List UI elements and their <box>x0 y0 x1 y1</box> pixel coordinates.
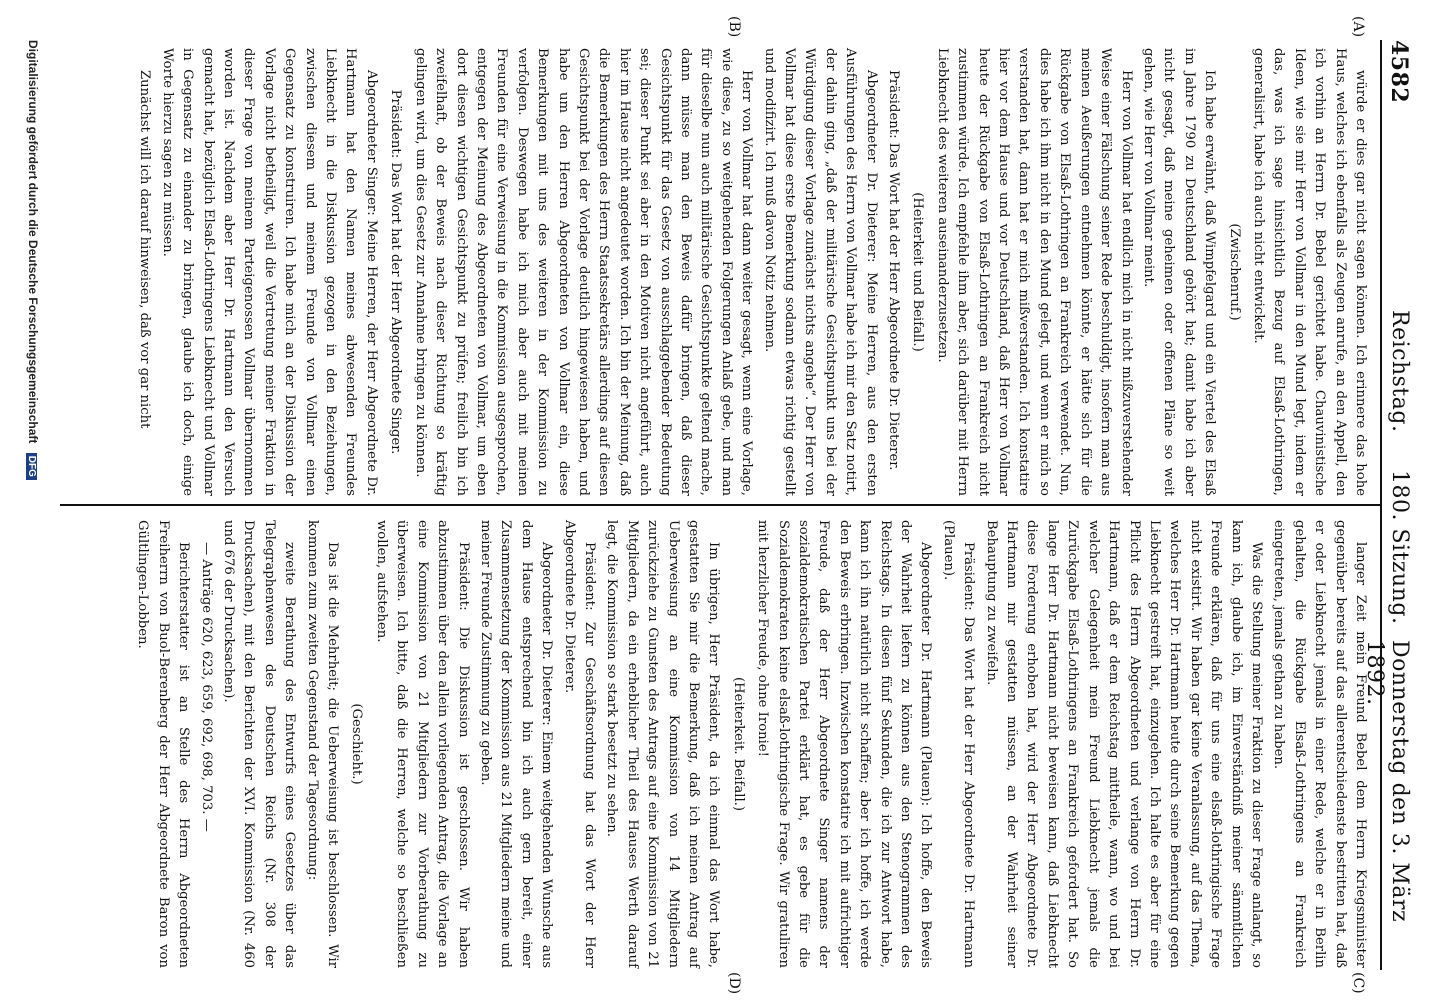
left-column <box>132 48 1370 496</box>
margin-letter-b: (B) <box>726 16 742 38</box>
paragraph: (Zwischenruf.) <box>1226 223 1242 321</box>
paragraph: Abgeordneter Dr. Dieterer: Meine Herren, aus den ersten Ausführungen des Herrn von Vollmar habe ich mir den Satz notirt, der dahin ging, „daß der militärische Gesichtspunkt uns bei der Würdigung dieser Vorlage zunächst nichts angehe“. Der Herr von Vollmar hat diese erste Bemerkung sodann etwas richtig gestellt und modifizirt. Ich muß davon Notiz nehmen. <box>761 48 879 496</box>
footer-text: Digitalisierung gefördert durch die Deutsche Forschungsgemeinschaft <box>26 40 40 444</box>
header-rule <box>1380 40 1382 970</box>
paragraph: — Anträge 620, 623, 659, 692, 698, 703. — <box>198 542 214 832</box>
paragraph: Abgeordneter Singer: Meine Herren, der Herr Abgeordnete Dr. Hartmann hat den Namen meines abwesenden Freundes Liebknecht in die Diskussion gezogen in den Beziehungen, zwischen diesem und meinem Freunde von Vollmar einen Gegensatz zu konstruiren. Ich habe mich an der Diskussion der Vorlage nicht betheiligt, weil die Vertretung meiner Fraktion in dieser Frage von meinem Parteigenossen Vollmar übernommen worden ist. Nachdem aber Herr Dr. Hartmann den Versuch gemacht hat, bezüglich Elsaß-Lothringens Liebknecht und Vollmar in Gegensatz zu einander zu bringen, glaube ich doch, einige Worte hierzu sagen zu müssen. <box>159 48 379 496</box>
paragraph: Abgeordneter Dr. Dieterer: Einem weitgehenden Wunsche aus dem Hause entsprechend bin ich auch gern bereit, einer Zusammensetzung der Kommission aus 21 Mitgliedern meine und meiner Freunde Zustimmung zu geben. <box>477 520 555 968</box>
paragraph: Berichterstatter ist an Stelle des Herrn Abgeordneten Freiherrn von Buol-Berenberg der Herr Abgeordnete Baron von Gültlingen-Lobben. <box>135 520 192 968</box>
paragraph: Präsident: Das Wort hat der Herr Abgeordnete Singer. <box>388 89 404 455</box>
paragraph: Präsident: Zur Geschäftsordnung hat das Wort der Herr Abgeordnete Dr. Dieterer. <box>561 520 597 968</box>
paragraph: Das ist die Mehrheit; die Ueberweisung ist beschlossen. Wir kommen zum zweiten Gegenstand der Tagesordnung: <box>304 520 341 968</box>
paragraph: zweite Berathung des Entwurfs eines Gesetzes über das Telegraphenwesen des Deutschen Reichs (Nr. 308 der Drucksachen), mit den Berichten der XVI. Kommission (Nr. 460 und 676 der Drucksachen). <box>221 520 298 968</box>
paragraph: Präsident: Das Wort hat der Herr Abgeordnete Dr. Dieterer. <box>886 70 902 471</box>
paragraph: (Geschieht.) <box>349 703 365 785</box>
paragraph: Präsident: Das Wort hat der Herr Abgeordnete Dr. Hartmann (Plauen). <box>940 520 977 968</box>
right-column <box>130 520 1370 968</box>
paragraph: (Heiterkeit. Beifall.) <box>730 677 746 811</box>
margin-letter-a: (A) <box>1350 16 1366 38</box>
dfg-logo: DFG <box>26 453 37 480</box>
session-label: 180. Sitzung. <box>1387 470 1412 625</box>
column-divider <box>60 504 1380 506</box>
paragraph: langer Zeit mein Freund Bebel dem Herrn Kriegsminister gegenüber bereits auf das allerentschiedenste bestritten hat, daß er oder Liebknecht jemals in einer Rede, welche er in Berlin gehalten, die Rückgabe Elsaß-Lothringens an Frankreich eingetreten, jemals gethan zu haben. <box>1271 520 1368 968</box>
paragraph: Herr von Vollmar hat endlich mich in nicht mißzuverstehender Weise einer Fälschung seiner Rede beschuldigt, insofern man aus meinen Aeußerungen entnehmen könnte, er hätte sich für die Rückgabe von Elsaß-Lothringen an Frankreich verwendet. Nun, dies habe ich ihm nicht in den Mund gelegt, und wenn er mich so verstanden hat, dann hat er mich mißverstanden. Ich konstatire hier vor dem Hause und vor Deutschland, daß Herr von Vollmar heute der Rückgabe von Elsaß-Lothringen an Frankreich nicht zustimmen würde. Ich empfehle ihm aber, sich darüber mit Herrn Liebknecht des weiteren auseinanderzusetzen. <box>934 48 1134 496</box>
paragraph: würde er dies gar nicht sagen können. Ich erinnere das hohe Haus, welches ich ebenfalls als Zeugen anrufe, an den Appell, den ich vorhin an Herrn Dr. Bebel gerichtet habe. Chauvinistische Ideen, wie sie mir Herr von Vollmar in den Mund legt, indem er das, was ich sage hinsichtlich Bezug auf Elsaß-Lothringen, generalisirt, habe ich auch nicht entwickelt. <box>1250 48 1368 496</box>
paragraph: (Heiterkeit und Beifall.) <box>910 192 926 352</box>
journal-title: Reichstag. <box>1387 310 1412 433</box>
paragraph: Präsident: Die Diskussion ist geschlossen. Wir haben abzustimmen über den allein vorliegenden Antrag, die Vorlage an eine Kommission von 21 Mitgliedern zur Vorberathung zu überweisen. Ich bitte, daß die Herren, welche so beschließen wollen, aufstehen. <box>373 520 471 968</box>
paragraph: Ich habe erwähnt, daß Wimpfelgard und ein Viertel des Elsaß im Jahre 1790 zu Deutschland gehört hat; damit habe ich aber nicht gesagt, daß meine geheimen oder offenen Pläne so weit gehen, wie Herr von Vollmar meint. <box>1140 48 1218 496</box>
paragraph: Im übrigen, Herr Präsident, da ich einmal das Wort habe, gestatten Sie mir die Bemerkung, daß ich meinen Antrag auf Ueberweisung an eine Kommission von 14 Mitgliedern zurückziehe zu Gunsten des Antrags auf eine Kommission von 21 Mitgliedern, da ein erheblicher Theil des Hauses Werth darauf legt, die Kommission so stark besetzt zu sehen. <box>604 520 722 968</box>
paragraph: Herr von Vollmar hat dann weiter gesagt, wenn eine Vorlage, wie diese, zu so weitgehenden Folgerungen Anlaß gebe, und man für dieselbe nun auch militärische Gesichtspunkte geltend mache, dann müsse man den Beweis dafür bringen, daß dieser Gesichtspunkt für das Gesetz von ausschlaggebender Bedeutung sei; dieser Punkt sei aber in den Motiven nicht angeführt, auch hier im Hause nicht angedeutet worden. Ich bin der Meinung, daß die Bemerkungen des Herrn Staatssekretärs allerdings auf diesen Gesichtspunkt bei der Vorlage deutlich hingewiesen haben, und habe um den Herren Abgeordneten von Vollmar ein, diese Bemerkungen mit uns des weiteren in der Kommission zu verfolgen. Deswegen habe ich mich aber auch mit meinen Freunden für eine Verweisung in die Kommission ausgesprochen, entgegen der Meinung des Abgeordneten von Vollmar, um eben dort diesen wichtigen Gesichtspunkt zu prüfen; freilich bin ich zweifelhaft, ob der Beweis nach dieser Richtung so kräftig gelingen wird, um dies Gesetz zur Annahme bringen zu können. <box>412 48 755 496</box>
margin-letter-c: (C) <box>1350 972 1366 994</box>
margin-letter-d: (D) <box>726 972 742 995</box>
page-header <box>1362 40 1418 970</box>
session-date: Donnerstag den 3. März 1892. <box>1362 640 1412 923</box>
paragraph: Abgeordneter Dr. Hartmann (Plauen): Ich hoffe, den Beweis der Wahrheit liefern zu können aus den Stenogrammen des Reichstags. In diesen fünf Sekunden, die ich zur Antwort habe, kann ich ihn natürlich nicht schaffen; aber ich hoffe, ich werde den Beweis erbringen. Inzwischen konstatire ich mit aufrichtiger Freude, daß der Herr Abgeordnete Singer namens der sozialdemokratischen Partei erklärt hat, es gebe für die Sozialdemokraten keine elsaß-lothringische Frage. Wir gratuliren mit herzlicher Freude, ohne Ironie! <box>755 520 934 968</box>
paragraph: Was die Stellung meiner Fraktion zu dieser Frage anlangt, so kann ich, glaube ich, im Einverständniß meiner sämmtlichen Freunde erklären, daß für uns eine elsaß-lothringische Frage nicht existirt. Wir haben gar keine Veranlassung, auf das Thema, welches Herr Dr. Hartmann heute durch seine Bemerkung gegen Liebknecht gestreift hat, einzugehen. Ich halte es aber für eine Pflicht des Herrn Abgeordneten und verlange von Herrn Dr. Hartmann, daß er dem Reichstag mittheile, wann, wo und bei welcher Gelegenheit mein Freund Liebknecht jemals die Zurückgabe Elsaß-Lothringens an Frankreich gefordert hat. So lange Herr Dr. Hartmann nicht beweisen kann, daß Liebknecht diese Forderung erhoben hat, wird der Herr Abgeordnete Dr. Hartmann mir gestatten müssen, an der Wahrheit seiner Behauptung zu zweifeln. <box>983 520 1264 968</box>
footer-credit <box>26 40 40 480</box>
page-number: 4582 <box>1386 40 1412 104</box>
paragraph: Zunächst will ich darauf hinweisen, daß vor gar nicht <box>137 70 153 429</box>
